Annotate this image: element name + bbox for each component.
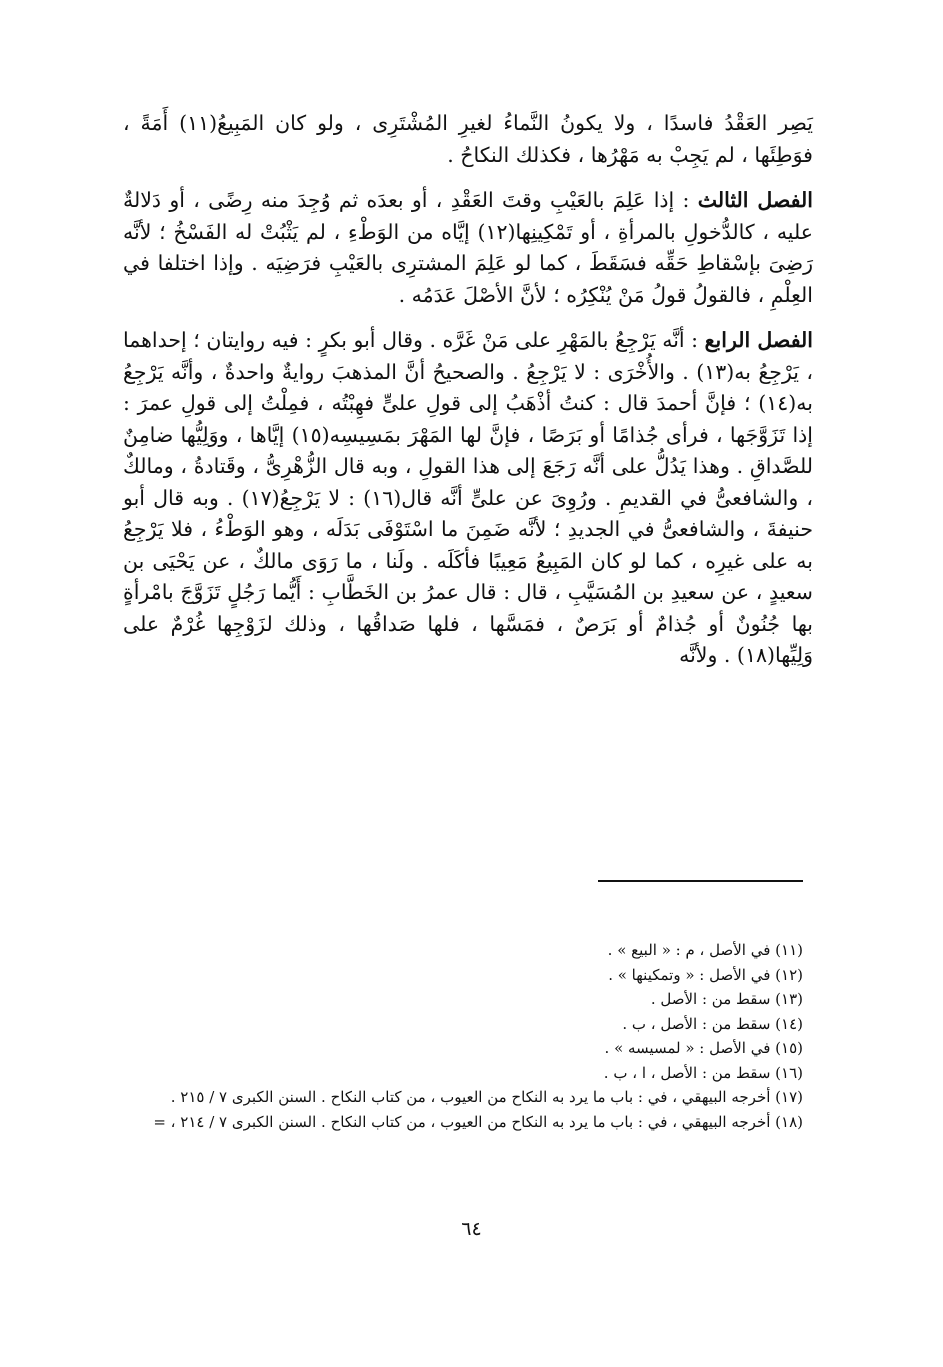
section-heading-fourth: الفصل الرابع	[704, 328, 813, 352]
paragraph-2-text: : إذا عَلِمَ بالعَيْبِ وقتَ العَقْدِ ، أو بعدَه ثم وُجِدَ منه رِضًى ، أو دَلالةٌ عليه ، كالدُّخولِ بالمرأةِ ، أو تَمْكِينِها(١٢) إيَّاه من الوَطْءِ ، لم يَثْبُتْ له الفَسْخُ ؛ لأنَّه رَضِىَ بإسْقاطِ حَقِّه فسَقَطَ ، كما لو عَلِمَ المشترِى بالعَيْبِ فرَضِيَه . وإذا اختلفا في العِلْمِ ، فالقولُ قولُ مَنْ يُنْكِرُه ؛ لأنَّ الأصْلَ عَدَمُه .	[123, 188, 814, 307]
footnote-14: (١٤) سقط من : الأصل ، ب .	[622, 1014, 803, 1033]
footnote-11: (١١) في الأصل ، م : « البيع » .	[607, 941, 803, 959]
footnote-18: (١٨) أخرجه البيهقي ، في : باب ما يرد به النكاح من العيوب ، من كتاب النكاح . السنن الكبرى ٧ / ٢١٤ ، =	[153, 1112, 803, 1131]
footnote-15: (١٥) في الأصل : « لمسيسه » .	[604, 1039, 803, 1057]
section-heading-third: الفصل الثالث	[697, 188, 813, 212]
paragraph-1-text: يَصِر العَقْدُ فاسدًا ، ولا يكونُ النَّماءُ لغيرِ المُشْتَرِى ، ولو كان المَبِيعُ(١١) أَمَةً ، فوَطِئَها ، لم يَجِبْ به مَهْرُها ، فكذلك النكاحُ .	[123, 111, 813, 167]
footnote-12: (١٢) في الأصل : « وتمكينها » .	[608, 965, 803, 984]
paragraph-3	[123, 325, 813, 672]
paragraph-3-text: : أنَّه يَرْجِعُ بالمَهْرِ على مَنْ غَرَّه . وقال أبو بكرٍ : فيه روايتان ؛ إحداهما ، يَرْجِعُ به(١٣) . والأُخْرَى : لا يَرْجِعُ . والصحيحُ أنَّ المذهبَ روايةٌ واحدةٌ ، وأنَّه يَرْجِعُ به(١٤) ؛ فإنَّ أحمدَ قال : كنتُ أذْهَبُ إلى قولِ علىٍّ فهِبْتُه ، فمِلْتُ إلى قولِ عمرَ : إذا تَزَوَّجَها ، فرأى جُذامًا أو بَرَصًا ، فإنَّ لها المَهْرَ بمَسِيسِه(١٥) إيَّاها ، ووَلِيُّها ضامِنٌ للصَّداقِ . وهذا يَدُلُّ على أنَّه رَجَعَ إلى هذا القولِ ، وبه قال الزُّهْرِىُّ ، وقَتادةُ ، ومالكٌ ، والشافعىُّ في القديمِ . ورُوِىَ عن علىٍّ أنَّه قال(١٦) : لا يَرْجِعُ(١٧) . وبه قال أبو حنيفةَ ، والشافعىُّ في الجديدِ ؛ لأنَّه ضَمِنَ ما اسْتَوْفَى بَدَلَه ، وهو الوَطْءُ ، فلا يَرْجِعُ به على غيرِه ، كما لو كان المَبِيعُ مَعِيبًا فأكَلَه . ولَنا ، ما رَوَى مالكٌ ، عن يَحْيَى بن سعيدٍ ، عن سعيدِ بن المُسَيَّبِ ، قال : قال عمرُ بن الخَطَّابِ : أَيُّما رَجُلٍ تَزَوَّجَ بامْرأةٍ بها جُنُونٌ أو جُذامٌ أو بَرَصٌ ، فمَسَّها ، فلها صَداقُها ، وذلك لزَوْجِها غُرْمٌ على وَلِيِّها(١٨) . ولأنَّه	[123, 328, 813, 667]
paragraph-2	[123, 185, 813, 311]
paragraph-1	[123, 108, 813, 171]
footnotes-list	[123, 938, 803, 1134]
page-number: ٦٤	[461, 1218, 482, 1240]
footnote-13: (١٣) سقط من : الأصل .	[650, 990, 803, 1008]
footnote-17: (١٧) أخرجه البيهقي ، في : باب ما يرد به النكاح من العيوب ، من كتاب النكاح . السنن الكبرى ٧ / ٢١٥ .	[170, 1088, 803, 1106]
footnote-divider	[598, 880, 803, 882]
main-text	[123, 108, 813, 686]
footnote-16: (١٦) سقط من : الأصل ، ا ، ب .	[603, 1063, 803, 1082]
